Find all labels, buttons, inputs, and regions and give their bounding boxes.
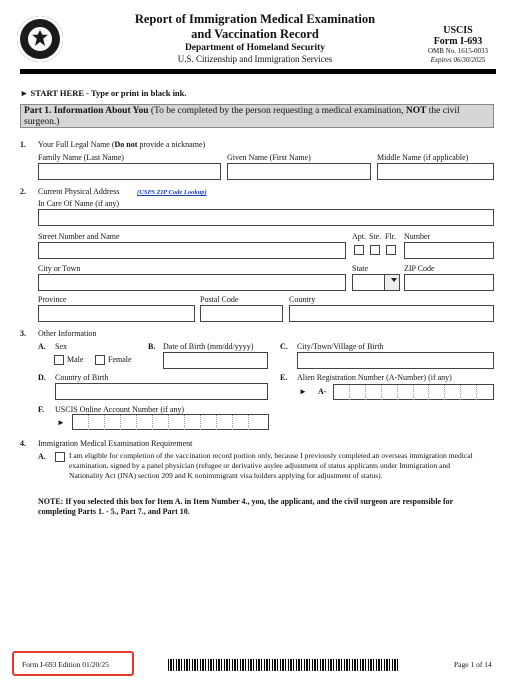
family-name-field[interactable] bbox=[38, 163, 221, 180]
apt-label: Apt. bbox=[352, 232, 366, 241]
chevron-down-icon bbox=[391, 278, 397, 282]
omb-number: OMB No. 1615-0033 bbox=[427, 47, 489, 55]
postal-code-label: Postal Code bbox=[200, 295, 239, 304]
state-select[interactable] bbox=[352, 274, 400, 291]
ste-checkbox[interactable] bbox=[370, 245, 380, 255]
given-name-label: Given Name (First Name) bbox=[227, 153, 311, 162]
uscis-account-label: USCIS Online Account Number (if any) bbox=[55, 405, 185, 414]
vaccination-only-checkbox[interactable] bbox=[55, 452, 65, 462]
start-here-instruction: ► START HERE - Type or print in black ink. bbox=[20, 88, 187, 98]
birth-city-field[interactable] bbox=[297, 352, 494, 369]
female-label: Female bbox=[108, 355, 132, 364]
postal-code-field[interactable] bbox=[200, 305, 283, 322]
zip-field[interactable] bbox=[404, 274, 494, 291]
given-name-field[interactable] bbox=[227, 163, 371, 180]
unit-number-field[interactable] bbox=[404, 242, 494, 259]
in-care-of-field[interactable] bbox=[38, 209, 494, 226]
agency-name: U.S. Citizenship and Immigration Services bbox=[177, 54, 333, 64]
male-label: Male bbox=[67, 355, 84, 364]
state-dropdown-button[interactable] bbox=[384, 275, 399, 290]
country-field[interactable] bbox=[289, 305, 494, 322]
page-number: Page 1 of 14 bbox=[454, 660, 492, 669]
flr-label: Flr. bbox=[385, 232, 396, 241]
birth-country-field[interactable] bbox=[55, 383, 268, 400]
street-label: Street Number and Name bbox=[38, 232, 120, 241]
item-3f-letter: F. bbox=[38, 405, 45, 414]
province-label: Province bbox=[38, 295, 67, 304]
arrow-right-icon: ► bbox=[57, 418, 65, 427]
item-3-label: Other Information bbox=[38, 329, 97, 338]
item-4-number: 4. bbox=[20, 439, 26, 448]
agency-short: USCIS bbox=[443, 25, 473, 36]
state-label: State bbox=[352, 264, 368, 273]
form-edition: Form I-693 Edition 01/20/25 bbox=[22, 660, 109, 669]
family-name-label: Family Name (Last Name) bbox=[38, 153, 124, 162]
male-checkbox[interactable] bbox=[54, 355, 64, 365]
sex-label: Sex bbox=[55, 342, 67, 351]
a-number-field[interactable] bbox=[333, 384, 494, 400]
birth-city-label: City/Town/Village of Birth bbox=[297, 342, 384, 351]
department-name: Department of Homeland Security bbox=[184, 43, 326, 53]
item-2-number: 2. bbox=[20, 187, 26, 196]
a-number-prefix: A- bbox=[318, 387, 327, 396]
birth-country-label: Country of Birth bbox=[55, 373, 109, 382]
province-field[interactable] bbox=[38, 305, 195, 322]
item-1-label: Your Full Legal Name (Do not provide a nickname) bbox=[38, 140, 206, 149]
note-text: NOTE: If you selected this box for Item A. in Item Number 4., you, the applicant, and the civil surgeon are responsible for completing Parts 1. - 5., Part 7., and Part 10. bbox=[38, 497, 454, 516]
uscis-account-field[interactable] bbox=[72, 414, 269, 430]
middle-name-field[interactable] bbox=[377, 163, 494, 180]
item-3b-letter: B. bbox=[148, 342, 156, 351]
country-label: Country bbox=[289, 295, 316, 304]
middle-name-label: Middle Name (if applicable) bbox=[377, 153, 469, 162]
expiration-date: Expires 06/30/2025 bbox=[430, 56, 486, 64]
in-care-of-label: In Care Of Name (if any) bbox=[38, 199, 120, 208]
item-3c-letter: C. bbox=[280, 342, 288, 351]
form-id: Form I-693 bbox=[433, 36, 483, 47]
item-3d-letter: D. bbox=[38, 373, 46, 382]
female-checkbox[interactable] bbox=[95, 355, 105, 365]
city-label: City or Town bbox=[38, 264, 81, 273]
flr-checkbox[interactable] bbox=[386, 245, 396, 255]
usps-zip-lookup-link[interactable]: (USPS ZIP Code Lookup) bbox=[137, 189, 207, 196]
part1-heading: Part 1. Information About You (To be completed by the person requesting a medical examination, NOT the civil surgeon.) bbox=[20, 104, 494, 128]
ste-label: Ste. bbox=[369, 232, 382, 241]
apt-checkbox[interactable] bbox=[354, 245, 364, 255]
item-3e-letter: E. bbox=[280, 373, 288, 382]
item-2-label: Current Physical Address bbox=[38, 187, 120, 196]
city-field[interactable] bbox=[38, 274, 346, 291]
dob-field[interactable] bbox=[163, 352, 268, 369]
dob-label: Date of Birth (mm/dd/yyyy) bbox=[163, 342, 254, 351]
zip-label: ZIP Code bbox=[404, 264, 435, 273]
item-3-number: 3. bbox=[20, 329, 26, 338]
item-4-label: Immigration Medical Examination Requirement bbox=[38, 439, 193, 448]
item-1-number: 1. bbox=[20, 140, 26, 149]
arrow-right-icon: ► bbox=[299, 387, 307, 396]
form-title: Report of Immigration Medical Examination and Vaccination Record bbox=[134, 12, 376, 41]
vaccination-only-text: I am eligible for completion of the vaccination record portion only, because I previously completed an overseas immigration medical examination, signed by a panel physician (refugee or derivative asylee adjustment of status applicants under Immigration and Nationality Act (INA) section 209 and K nonimmigrant visa holders applying for adjustment of status). bbox=[69, 451, 473, 480]
unit-number-label: Number bbox=[404, 232, 431, 241]
barcode bbox=[168, 659, 398, 671]
item-3a-letter: A. bbox=[38, 342, 46, 351]
item-4a-letter: A. bbox=[38, 452, 46, 461]
dhs-seal-icon bbox=[17, 16, 63, 62]
header-divider bbox=[20, 69, 496, 74]
a-number-label: Alien Registration Number (A-Number) (if any) bbox=[297, 373, 452, 382]
street-field[interactable] bbox=[38, 242, 346, 259]
